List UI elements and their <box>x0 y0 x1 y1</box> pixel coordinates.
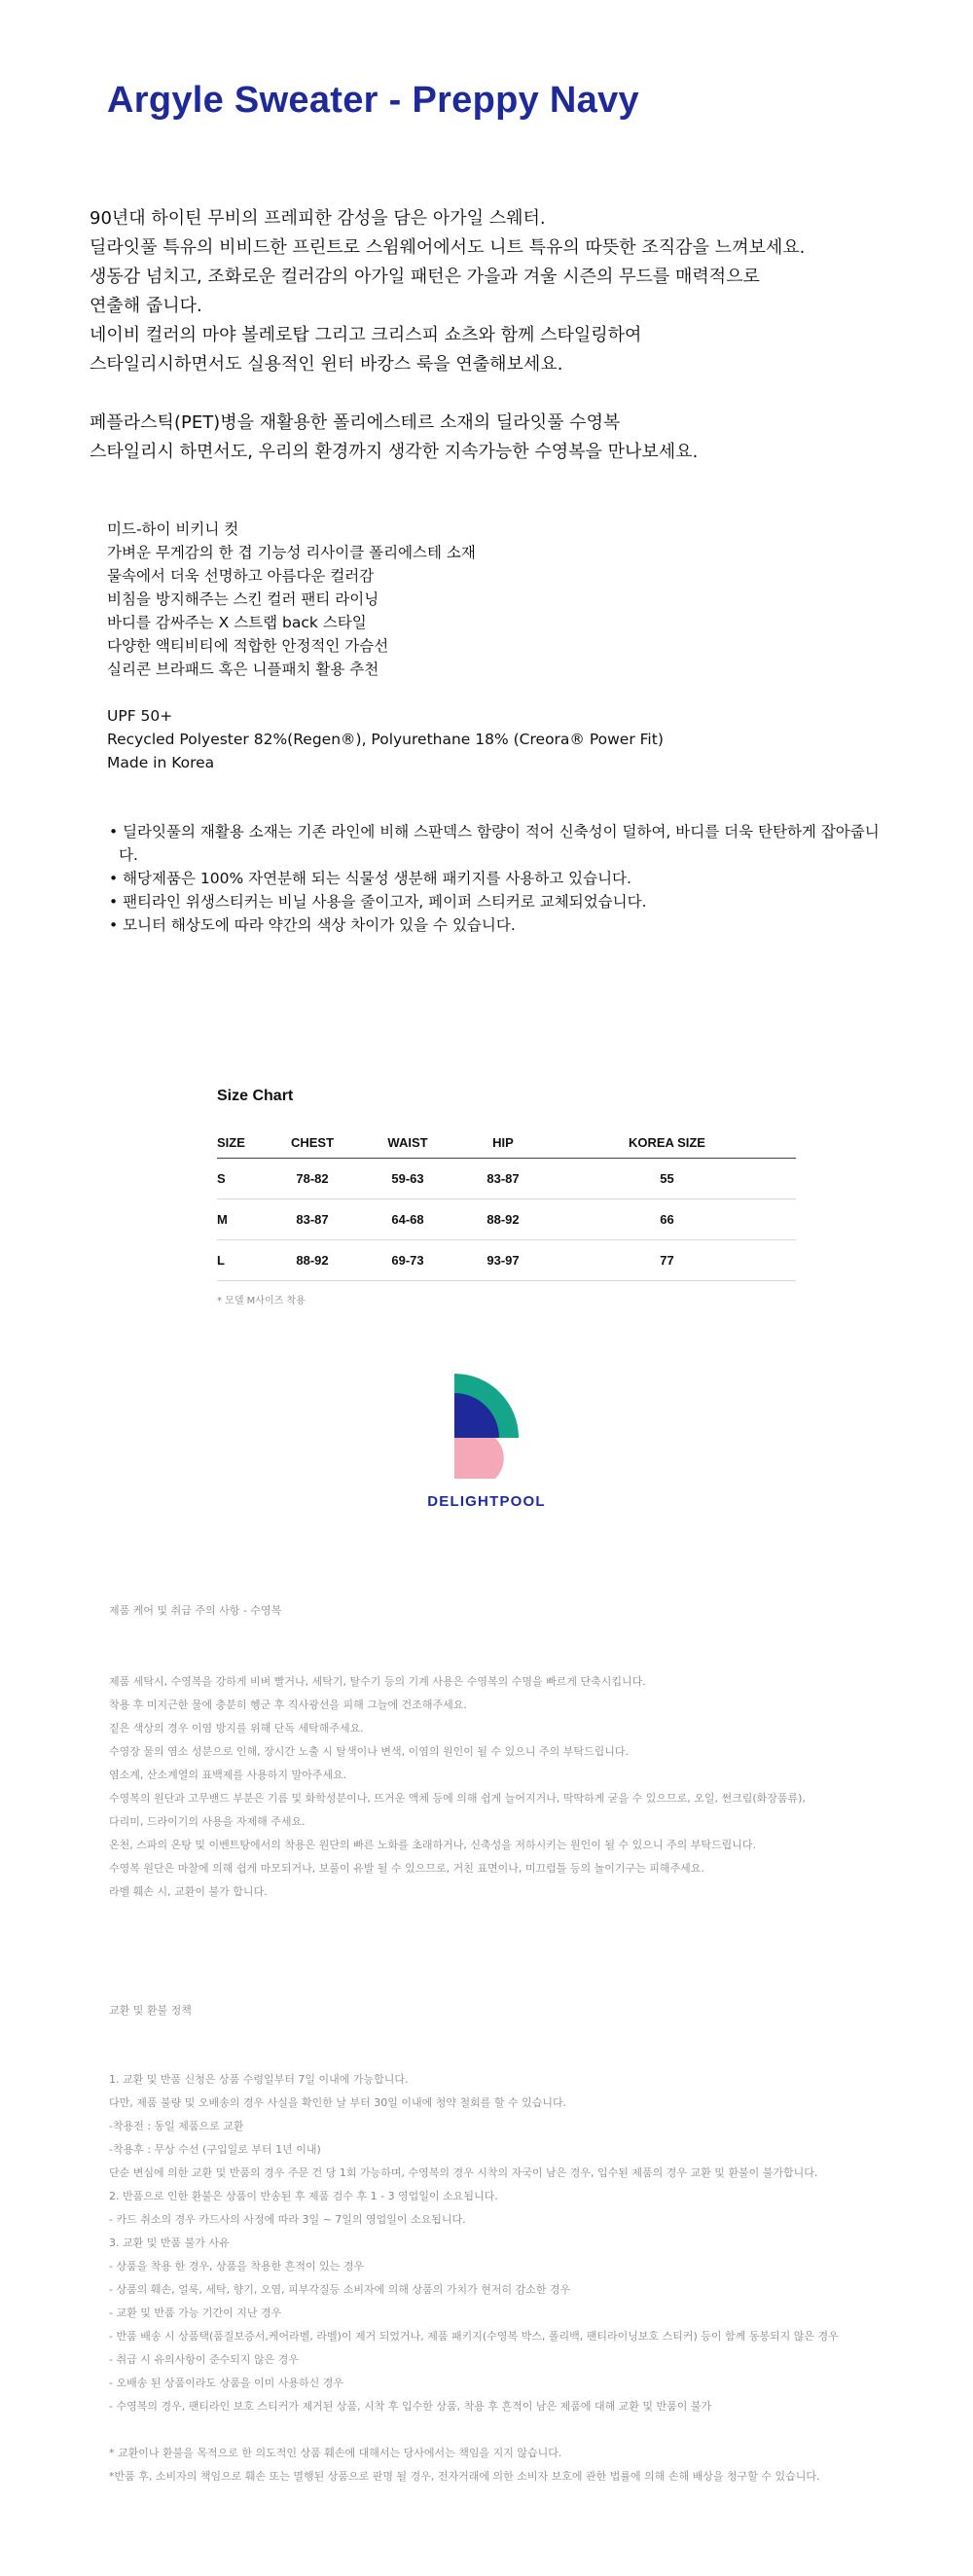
column-header: HIP <box>468 1128 538 1158</box>
intro-line: 네이비 컬러의 마야 볼레로탑 그리고 크리스피 쇼츠와 함께 스타일링하여 <box>90 325 642 345</box>
exchange-title: 교환 및 환불 정책 <box>109 2004 192 2017</box>
table-row <box>217 1239 796 1280</box>
policy-line: - 오배송 된 상품이라도 상품을 이미 사용하신 경우 <box>109 2377 343 2389</box>
care-line: 염소계, 산소계열의 표백제를 사용하지 말아주세요. <box>109 1769 347 1781</box>
care-instructions <box>109 1670 946 1904</box>
feature-list <box>107 518 664 774</box>
care-line: 수영복 원단은 마찰에 의해 쉽게 마모되거나, 보풀이 유발 될 수 있으므로, 거친 표면이나, 미끄럼틀 등의 놀이기구는 피해주세요. <box>109 1862 704 1875</box>
feature-item: 바디를 감싸주는 X 스트랩 back 스타일 <box>107 614 367 631</box>
care-line: 제품 세탁시, 수영복을 강하게 비벼 빨거나, 세탁기, 탈수기 등의 기계 사용은 수영복의 수명을 빠르게 단축시킵니다. <box>109 1675 646 1688</box>
table-cell: 88-92 <box>277 1239 347 1280</box>
note-item: • 모니터 해상도에 따라 약간의 색상 차이가 있을 수 있습니다. <box>103 913 882 937</box>
care-line: 수영복의 원단과 고무밴드 부분은 기름 및 화학성분이나, 뜨거운 액체 등에 의해 쉽게 늘어지거나, 딱딱하게 굳을 수 있으므로, 오일, 썬크림(화장품류), <box>109 1792 806 1805</box>
column-header: CHEST <box>277 1128 347 1158</box>
policy-line: *반품 후, 소비자의 책임으로 훼손 또는 멸행된 상품으로 판명 될 경우, 전자거래에 의한 소비자 보호에 관한 법률에 의해 손해 배상을 청구할 수 있습니다. <box>109 2470 820 2483</box>
spacer <box>109 2418 955 2442</box>
intro-line: 연출해 줍니다. <box>90 296 202 316</box>
intro-line: 스타일리시 하면서도, 우리의 환경까지 생각한 지속가능한 수영복을 만나보세요. <box>90 442 699 462</box>
table-cell: S <box>217 1158 277 1199</box>
product-title: Argyle Sweater - Preppy Navy <box>107 80 639 121</box>
policy-line: - 교환 및 반품 가능 기간이 지난 경우 <box>109 2307 282 2319</box>
feature-item: 가벼운 무게감의 한 겹 기능성 리사이클 폴리에스테 소재 <box>107 544 476 561</box>
care-line: 착용 후 미지근한 물에 충분히 헹군 후 직사광선을 피해 그늘에 건조해주세요. <box>109 1699 467 1711</box>
spec-item: UPF 50+ <box>107 707 173 725</box>
size-chart-table <box>217 1128 796 1281</box>
policy-line: * 교환이나 환불을 목적으로 한 의도적인 상품 훼손에 대해서는 당사에서는 책임을 지지 않습니다. <box>109 2447 562 2459</box>
policy-line: 1. 교환 및 반품 신청은 상품 수령일부터 7일 이내에 가능합니다. <box>109 2073 409 2086</box>
brand-name: DELIGHTPOOL <box>427 1493 546 1510</box>
table-cell: 78-82 <box>277 1158 347 1199</box>
table-header-row <box>217 1128 796 1158</box>
spacer <box>107 681 664 704</box>
policy-line: 2. 반품으로 인한 환불은 상품이 반송된 후 제품 검수 후 1 - 3 영업일이 소요됩니다. <box>109 2190 498 2202</box>
note-item: • 팬티라인 위생스티커는 비닐 사용을 줄이고자, 페이퍼 스티커로 교체되었습니다. <box>103 890 882 913</box>
column-header: WAIST <box>347 1128 468 1158</box>
care-line: 짙은 색상의 경우 이염 방지를 위해 단독 세탁해주세요. <box>109 1722 364 1735</box>
table-cell: 59-63 <box>347 1158 468 1199</box>
spec-item: Made in Korea <box>107 754 215 771</box>
logo-pink-half <box>454 1438 504 1479</box>
table-cell: 77 <box>538 1239 796 1280</box>
notes-list <box>103 820 882 937</box>
policy-line: -착용전 : 동일 제품으로 교환 <box>109 2120 244 2132</box>
column-header: KOREA SIZE <box>538 1128 796 1158</box>
care-line: 라벨 훼손 시, 교환이 불가 합니다. <box>109 1885 268 1898</box>
intro-line: 스타일리시하면서도 실용적인 윈터 바캉스 룩을 연출해보세요. <box>90 354 563 375</box>
spec-item: Recycled Polyester 82%(Regen®), Polyurethane 18% (Creora® Power Fit) <box>107 731 664 748</box>
feature-item: 다양한 액티비티에 적합한 안정적인 가슴선 <box>107 637 389 655</box>
policy-line: -착용후 : 무상 수선 (구입일로 부터 1년 이내) <box>109 2143 321 2156</box>
table-cell: M <box>217 1199 277 1239</box>
policy-line: - 상품의 훼손, 얼룩, 세탁, 향기, 오염, 피부각질등 소비자에 의해 상품의 가치가 현저히 감소한 경우 <box>109 2283 571 2296</box>
brand-logo-icon <box>454 1374 519 1479</box>
policy-line: 다만, 제품 불량 및 오배송의 경우 사실을 확인한 날 부터 30일 이내에 청약 철회를 할 수 있습니다. <box>109 2096 567 2109</box>
spacer <box>90 379 946 409</box>
table-cell: 83-87 <box>468 1158 538 1199</box>
policy-line: - 취급 시 유의사항이 준수되지 않은 경우 <box>109 2353 299 2366</box>
note-item: • 딜라잇풀의 재활용 소재는 기존 라인에 비해 스판덱스 함량이 적어 신축성이 덜하여, 바디를 더욱 탄탄하게 잡아줍니다. <box>103 820 882 867</box>
policy-line: - 수영복의 경우, 팬티라인 보호 스티커가 제거된 상품, 시착 후 입수한 상품, 착용 후 흔적이 남은 제품에 대해 교환 및 반품이 불가 <box>109 2400 712 2413</box>
policy-line: - 상품을 착용 한 경우, 상품을 착용한 흔적이 있는 경우 <box>109 2260 365 2272</box>
policy-line: 3. 교환 및 반품 불가 사유 <box>109 2236 230 2249</box>
intro-line: 딜라잇풀 특유의 비비드한 프린트로 스윔웨어에서도 니트 특유의 따뜻한 조직감을 느껴보세요. <box>90 237 806 258</box>
table-cell: L <box>217 1239 277 1280</box>
table-cell: 69-73 <box>347 1239 468 1280</box>
feature-item: 비침을 방지해주는 스킨 컬러 팬티 라이닝 <box>107 590 379 608</box>
feature-item: 물속에서 더욱 선명하고 아름다운 컬러감 <box>107 567 375 585</box>
column-header: SIZE <box>217 1128 277 1158</box>
table-cell: 93-97 <box>468 1239 538 1280</box>
table-cell: 88-92 <box>468 1199 538 1239</box>
policy-line: 단순 변심에 의한 교환 및 반품의 경우 주문 건 당 1회 가능하며, 수영복의 경우 시착의 자국이 남은 경우, 입수된 제품의 경우 교환 및 환불이 불가합니다. <box>109 2166 818 2179</box>
table-row <box>217 1199 796 1239</box>
table-cell: 64-68 <box>347 1199 468 1239</box>
intro-line: 90년대 하이틴 무비의 프레피한 감성을 담은 아가일 스웨터. <box>90 208 546 229</box>
table-row <box>217 1158 796 1199</box>
feature-item: 미드-하이 비키니 컷 <box>107 520 239 538</box>
intro-line: 생동감 넘치고, 조화로운 컬러감의 아가일 패턴은 가을과 겨울 시즌의 무드를 매력적으로 <box>90 267 760 287</box>
feature-item: 실리콘 브라패드 혹은 니플패치 활용 추천 <box>107 661 379 678</box>
policy-line: - 카드 취소의 경우 카드사의 사정에 따라 3일 ~ 7일의 영업일이 소요됩니다. <box>109 2213 466 2226</box>
product-intro <box>90 204 946 467</box>
table-cell: 66 <box>538 1199 796 1239</box>
size-chart-note: * 모델 M사이즈 착용 <box>217 1296 306 1306</box>
care-title: 제품 케어 및 취급 주의 사항 - 수영복 <box>109 1604 282 1617</box>
table-cell: 83-87 <box>277 1199 347 1239</box>
intro-line: 페플라스틱(PET)병을 재활용한 폴리에스테르 소재의 딜라잇풀 수영복 <box>90 412 621 433</box>
care-line: 온천, 스파의 온탕 및 이벤트탕에서의 착용은 원단의 빠른 노화를 초래하거나, 신축성을 저하시키는 원인이 될 수 있으니 주의 부탁드립니다. <box>109 1839 756 1851</box>
table-cell: 55 <box>538 1158 796 1199</box>
exchange-policy <box>109 2068 955 2488</box>
policy-line: - 반품 배송 시 상품택(품질보증서,케어라벨, 라벨)이 제거 되었거나, 제품 패키지(수영복 박스, 폴리백, 팬티라이닝보호 스티커) 등이 함께 동봉되지 않은 경우 <box>109 2330 839 2343</box>
care-line: 수영장 물의 염소 성분으로 인해, 장시간 노출 시 탈색이나 변색, 이염의 원인이 될 수 있으니 주의 부탁드립니다. <box>109 1745 629 1758</box>
note-item: • 해당제품은 100% 자연분해 되는 식물성 생분해 패키지를 사용하고 있습니다. <box>103 867 882 890</box>
care-line: 다리미, 드라이기의 사용을 자제해 주세요. <box>109 1815 306 1828</box>
size-chart-title: Size Chart <box>217 1088 294 1104</box>
